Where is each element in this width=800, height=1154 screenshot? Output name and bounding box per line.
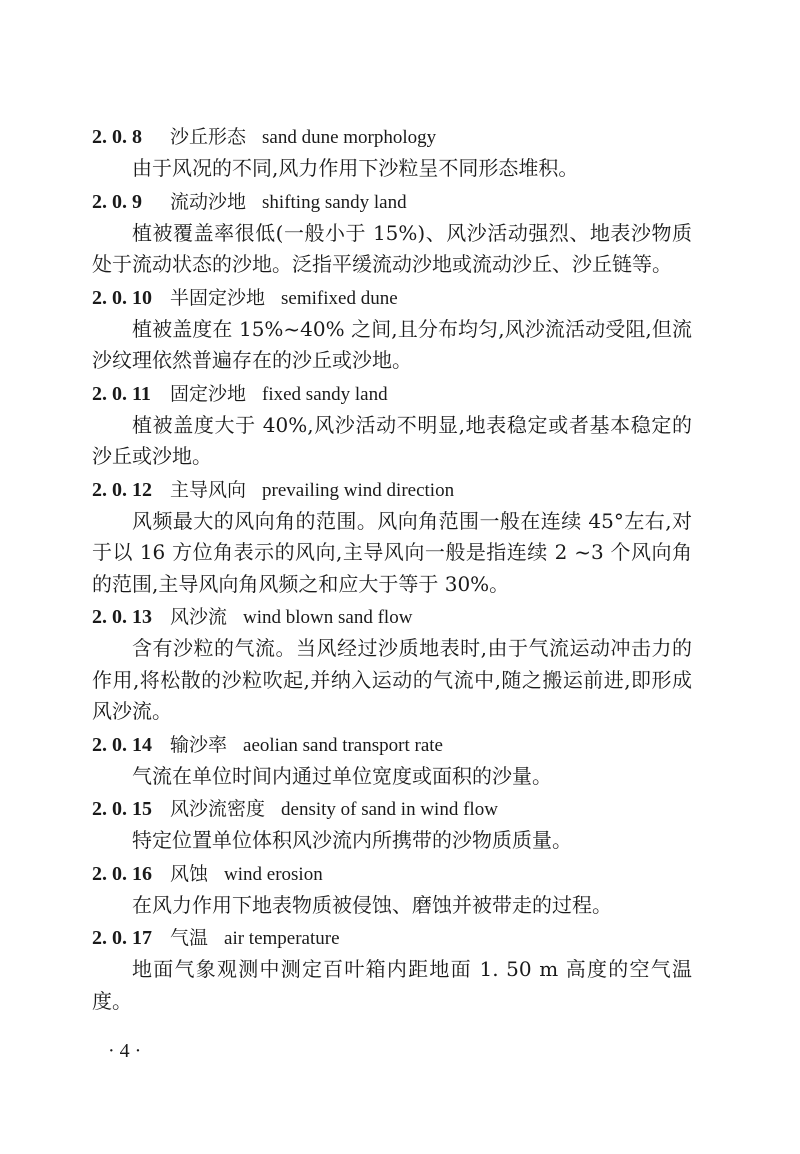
term-heading — [92, 121, 692, 153]
term-heading — [92, 858, 692, 890]
term-chinese: 风蚀 — [170, 862, 209, 885]
term-chinese: 主导风向 — [170, 478, 247, 501]
term-chinese: 沙丘形态 — [170, 126, 247, 148]
term-number: 2. 0. 9 — [92, 190, 142, 213]
term-english: air temperature — [224, 928, 340, 949]
term-heading — [92, 378, 692, 410]
term-entry — [92, 474, 692, 601]
term-number: 2. 0. 15 — [92, 798, 152, 820]
term-chinese: 输沙率 — [170, 733, 228, 756]
term-number: 2. 0. 12 — [92, 478, 152, 501]
term-english: shifting sandy land — [262, 191, 407, 213]
term-chinese: 固定沙地 — [170, 382, 247, 405]
term-heading — [92, 793, 692, 825]
term-heading — [92, 729, 692, 761]
term-entry — [92, 793, 692, 857]
term-english: fixed sandy land — [262, 383, 388, 405]
term-english: aeolian sand transport rate — [243, 734, 443, 756]
term-definition: 气流在单位时间内通过单位宽度或面积的沙量。 — [132, 763, 552, 788]
term-english: semifixed dune — [281, 287, 398, 309]
term-definition: 风频最大的风向角的范围。风向角范围一般在连续 45°左右,对于以 16 方位角表示的风向,主导风向一般是指连续 2 ~3 个风向角的范围,主导风向角风频之和应大于等于 30%。 — [92, 508, 692, 596]
term-entry — [92, 858, 692, 922]
term-number: 2. 0. 10 — [92, 286, 152, 309]
term-number: 2. 0. 11 — [92, 382, 151, 405]
term-number: 2. 0. 8 — [92, 126, 142, 148]
document-body — [92, 121, 692, 1018]
term-heading — [92, 282, 692, 314]
term-entry — [92, 922, 692, 1017]
term-entry — [92, 378, 692, 473]
term-entry — [92, 601, 692, 728]
term-entry — [92, 729, 692, 793]
term-heading — [92, 922, 692, 954]
term-chinese: 风沙流密度 — [170, 798, 266, 820]
term-definition: 由于风况的不同,风力作用下沙粒呈不同形态堆积。 — [132, 156, 579, 180]
term-english: wind erosion — [224, 863, 323, 885]
term-definition: 特定位置单位体积风沙流内所携带的沙物质质量。 — [132, 828, 572, 852]
term-english: sand dune morphology — [262, 127, 437, 148]
term-english: density of sand in wind flow — [281, 799, 498, 820]
term-definition: 植被盖度在 15%~40% 之间,且分布均匀,风沙流活动受阻,但流沙纹理依然普遍存在的沙丘或沙地。 — [92, 316, 692, 372]
term-number: 2. 0. 16 — [92, 862, 152, 885]
term-entry — [92, 186, 692, 281]
term-heading — [92, 186, 692, 218]
term-chinese: 流动沙地 — [170, 190, 247, 213]
term-number: 2. 0. 14 — [92, 733, 152, 756]
term-number: 2. 0. 17 — [92, 927, 152, 949]
term-number: 2. 0. 13 — [92, 606, 152, 628]
term-definition: 含有沙粒的气流。当风经过沙质地表时,由于气流运动冲击力的作用,将松散的沙粒吹起,并纳入运动的气流中,随之搬运前进,即形成风沙流。 — [92, 636, 692, 723]
term-english: prevailing wind direction — [262, 479, 455, 501]
term-definition: 植被盖度大于 40%,风沙活动不明显,地表稳定或者基本稳定的沙丘或沙地。 — [92, 412, 692, 468]
term-definition: 植被覆盖率很低(一般小于 15%)、风沙活动强烈、地表沙物质处于流动状态的沙地。泛指平缓流动沙地或流动沙丘、沙丘链等。 — [92, 220, 692, 276]
term-definition: 地面气象观测中测定百叶箱内距地面 1. 50 m 高度的空气温度。 — [92, 957, 692, 1013]
term-heading — [92, 601, 692, 633]
term-english: wind blown sand flow — [243, 607, 413, 628]
term-entry — [92, 121, 692, 185]
page-number: · 4 · — [108, 1040, 142, 1062]
term-chinese: 气温 — [170, 927, 209, 949]
term-chinese: 风沙流 — [170, 606, 228, 628]
term-heading — [92, 474, 692, 506]
term-definition: 在风力作用下地表物质被侵蚀、磨蚀并被带走的过程。 — [132, 892, 612, 917]
term-entry — [92, 282, 692, 377]
term-chinese: 半固定沙地 — [170, 286, 266, 309]
